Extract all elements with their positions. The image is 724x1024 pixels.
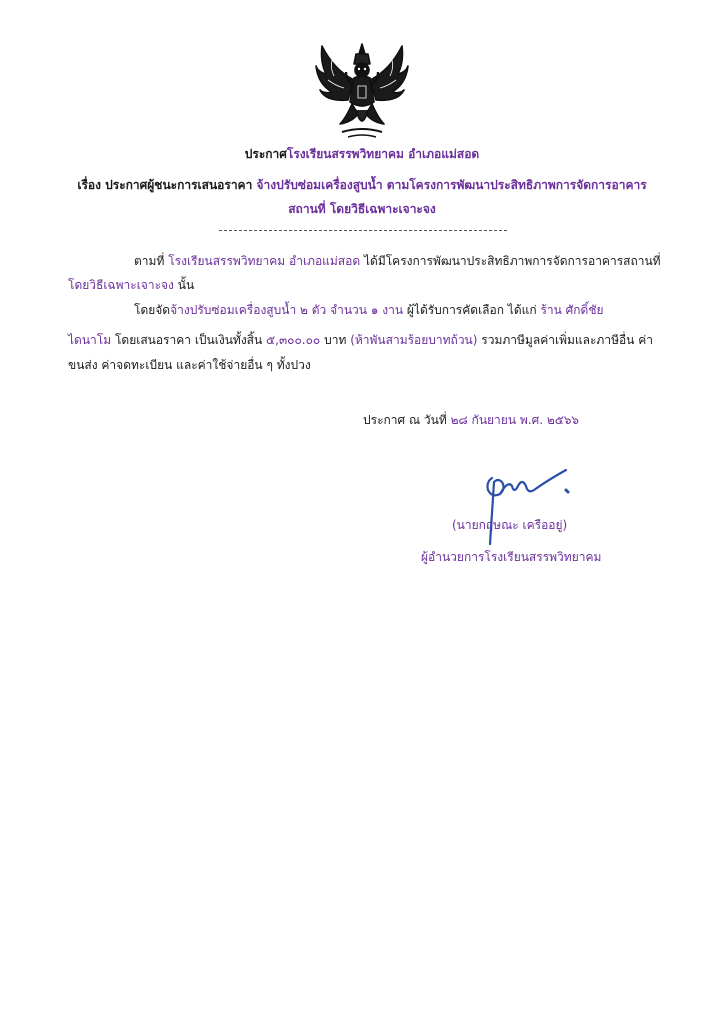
paragraph-1-line-1 — [134, 253, 661, 269]
announcement-date-line — [363, 412, 579, 428]
p2-text-f: ขนส่ง ค่าจดทะเบียน และค่าใช้จ่ายอื่น ๆ ทั้งปวง — [68, 358, 311, 372]
date-prefix: ประกาศ ณ วันที่ — [363, 413, 447, 427]
paragraph-2-line-2 — [68, 332, 653, 348]
p2-amount: ๕,๓๐๐.๐๐ — [266, 333, 321, 347]
signature-image — [462, 464, 574, 550]
p2-text-c: โดยเสนอราคา เป็นเงินทั้งสิ้น — [114, 333, 263, 347]
p2-text-b: ผู้ได้รับการคัดเลือก ได้แก่ — [406, 303, 537, 317]
announcement-date: ๒๘ กันยายน พ.ศ. ๒๕๖๖ — [450, 413, 580, 427]
p2-vendor-name: ร้าน ศักดิ์ชัย — [540, 303, 604, 317]
subject-line — [0, 177, 724, 193]
p1-school-name: โรงเรียนสรรพวิทยาคม อำเภอแม่สอด — [168, 254, 361, 268]
p1-text-a: ตามที่ — [134, 254, 165, 268]
p1-text-b: ได้มีโครงการพัฒนาประสิทธิภาพการจัดการอาคารสถานที่ — [363, 254, 661, 268]
subject-title: จ้างปรับซ่อมเครื่องสูบน้ำ ตามโครงการพัฒนาประสิทธิภาพการจัดการอาคาร — [256, 178, 647, 192]
subject-title-continued: สถานที่ โดยวิธีเฉพาะเจาะจง — [288, 202, 436, 216]
signatory-name: (นายกฤษณะ เครืออยู่) — [452, 518, 568, 532]
paragraph-1-line-2 — [68, 277, 194, 293]
p2-text-a: โดยจัด — [134, 303, 171, 317]
p2-text-d: บาท — [324, 333, 347, 347]
divider — [219, 230, 507, 231]
p1-method: โดยวิธีเฉพาะเจาะจง — [68, 278, 174, 292]
announcement-title — [0, 146, 724, 162]
signatory-position: ผู้อำนวยการโรงเรียนสรรพวิทยาคม — [421, 550, 602, 564]
p2-amount-text: (ห้าพันสามร้อยบาทถ้วน) — [350, 333, 478, 347]
title-prefix: ประกาศ — [244, 147, 287, 161]
garuda-emblem-icon — [312, 40, 412, 140]
p2-vendor-name-cont: ไดนาโม — [68, 333, 112, 347]
paragraph-2-line-3 — [68, 357, 311, 373]
subject-prefix: เรื่อง ประกาศผู้ชนะการเสนอราคา — [77, 178, 253, 192]
school-name: โรงเรียนสรรพวิทยาคม อำเภอแม่สอด — [286, 147, 480, 161]
paragraph-2-line-1 — [134, 302, 604, 318]
p1-text-d: นั้น — [177, 278, 195, 292]
p2-item: จ้างปรับซ่อมเครื่องสูบน้ำ ๒ ตัว จำนวน ๑ งาน — [170, 303, 404, 317]
p2-text-e: รวมภาษีมูลค่าเพิ่มและภาษีอื่น ค่า — [481, 333, 653, 347]
